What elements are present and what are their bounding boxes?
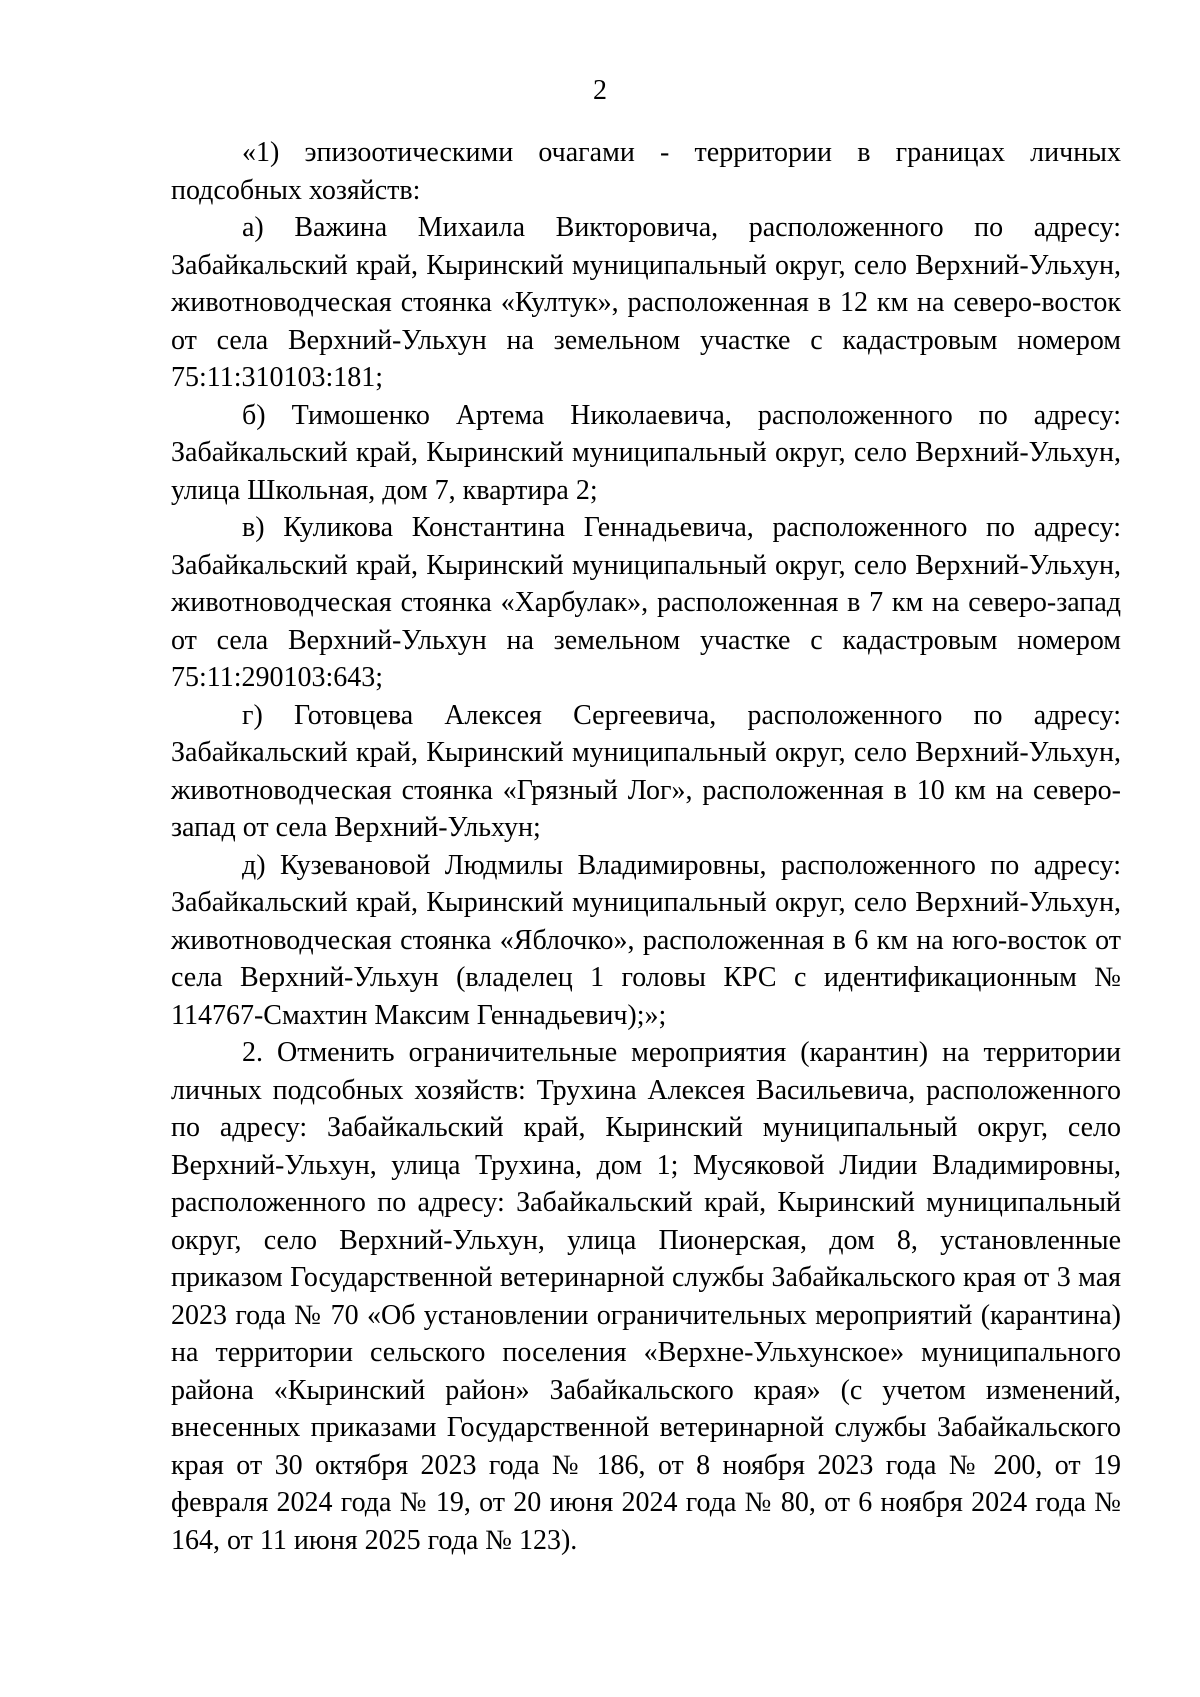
paragraph-item-b: б) Тимошенко Артема Николаевича, расположенного по адресу: Забайкальский край, Кыринский муниципальный округ, село Верхний-Ульхун, улица Школьная, дом 7, квартира 2; [171, 399, 1121, 506]
paragraph-item-d: д) Кузевановой Людмилы Владимировны, расположенного по адресу: Забайкальский край, Кыринский муниципальный округ, село Верхний-Ульхун, животноводческая стоянка «Яблочко», расположенная в 6 км на юго-восток от села Верхний-Ульхун (владелец 1 головы КРС с идентификационным № 114767-Смахтин Максим Геннадьевич);»; [171, 849, 1121, 1031]
paragraph-item-v: в) Куликова Константина Геннадьевича, расположенного по адресу: Забайкальский край, Кыринский муниципальный округ, село Верхний-Ульхун, животноводческая стоянка «Харбулак», расположенная в 7 км на северо-запад от села Верхний-Ульхун на земельном участке с кадастровым номером 75:11:290103:643; [171, 512, 1121, 693]
paragraph-clause-2: 2. Отменить ограничительные мероприятия (карантин) на территории личных подсобных хозяйств: Трухина Алексея Васильевича, расположенного по адресу: Забайкальский край, Кыринский муниципальный округ, село Верхний-Ульхун, улица Трухина, дом 1; Мусяковой Лидии Владимировны, расположенного по адресу: Забайкальский край, Кыринский муниципальный округ, село Верхний-Ульхун, улица Пионерская, дом 8, установленные приказом Государственной ветеринарной службы Забайкальского края от 3 мая 2023 года № 70 «Об установлении ограничительных мероприятий (карантина) на территории сельского поселения «Верхне-Ульхунское» муниципального района «Кыринский район» Забайкальского края» (с учетом изменений, внесенных приказами Государственной ветеринарной службы Забайкальского края от 30 октября 2023 года № 186, от 8 ноября 2023 года № 200, от 19 февраля 2024 года № 19, от 20 июня 2024 года № 80, от 6 ноября 2024 года № 164, от 11 июня 2025 года № 123). [171, 1037, 1121, 1556]
paragraph-item-a: а) Важина Михаила Викторовича, расположенного по адресу: Забайкальский край, Кыринский муниципальный округ, село Верхний-Ульхун, животноводческая стоянка «Култук», расположенная в 12 км на северо-восток от села Верхний-Ульхун на земельном участке с кадастровым номером 75:11:310103:181; [171, 212, 1121, 393]
document-body [171, 134, 1121, 1559]
page-number: 2 [593, 75, 607, 106]
paragraph-epizootic-foci-intro: «1) эпизоотическими очагами - территории в границах личных подсобных хозяйств: [171, 137, 1121, 206]
paragraph-item-g: г) Готовцева Алексея Сергеевича, расположенного по адресу: Забайкальский край, Кыринский муниципальный округ, село Верхний-Ульхун, животноводческая стоянка «Грязный Лог», расположенная в 10 км на северо-запад от села Верхний-Ульхун; [171, 699, 1121, 843]
